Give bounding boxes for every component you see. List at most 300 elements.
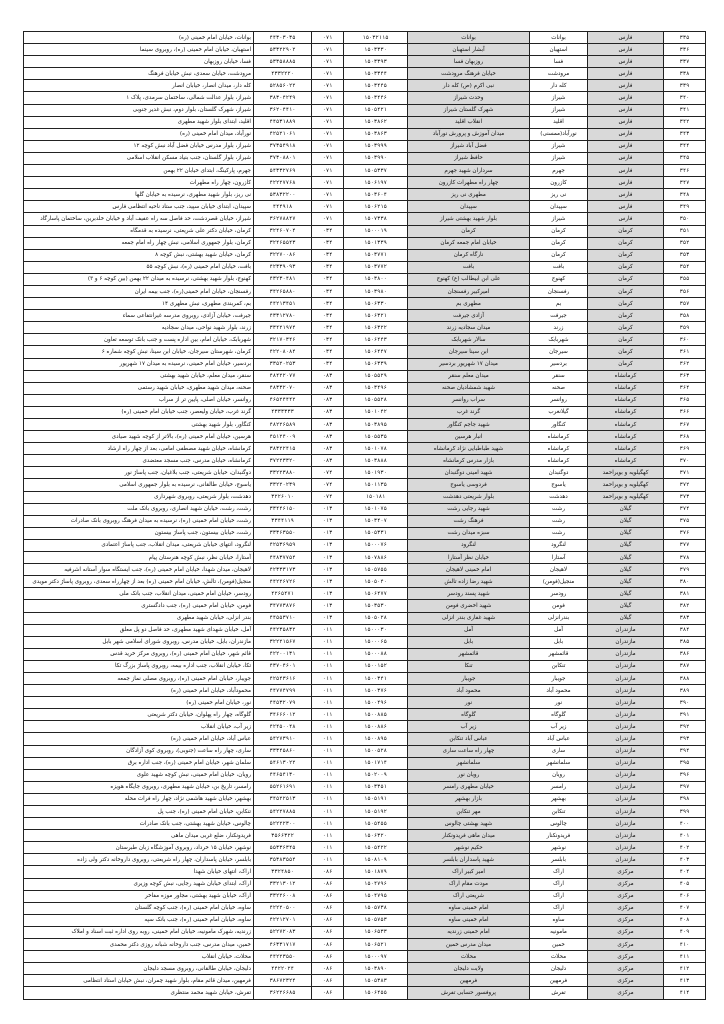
row-number: ۳۸۵ bbox=[664, 636, 706, 648]
area-code-cell: ۰۸۳ bbox=[312, 443, 344, 455]
station-code-cell: ۱۵۰۵۴۲۱ bbox=[344, 104, 408, 116]
station-name-cell: امام خمینی زرندیه bbox=[408, 926, 530, 938]
phone-cell: ۴۲۲۲۰۵۰۰ bbox=[254, 902, 312, 914]
station-name-cell: علی ابن ابیطالب (ع) کهنوج bbox=[408, 273, 530, 285]
address-cell: ساوه، خیابان امام خمینی (ره)، جنب کوچه گلستان bbox=[24, 902, 254, 914]
phone-cell: ۳۳۵۲۰۲۵۳ bbox=[254, 358, 312, 370]
row-number: ۴۰۶ bbox=[664, 890, 706, 902]
station-name-cell: بلوار شهید بهشتی شیراز bbox=[408, 213, 530, 225]
table-row bbox=[24, 830, 706, 842]
province-cell: مازندران bbox=[588, 672, 664, 684]
address-cell: آمل، خیابان شهدای شهید مطهری، حد فاصل دو پل معلق bbox=[24, 624, 254, 636]
area-code-cell: ۰۷۴ bbox=[312, 467, 344, 479]
city-cell: گلوگاه bbox=[530, 709, 588, 721]
phone-cell: ۴۴۸۳۷۷۵۴ bbox=[254, 552, 312, 564]
province-cell: مرکزی bbox=[588, 926, 664, 938]
area-code-cell: ۰۱۳ bbox=[312, 552, 344, 564]
phone-cell: ۴۸۴۲۲۰۷۷ bbox=[254, 370, 312, 382]
station-code-cell: ۱۵۰۲۰۰۹ bbox=[344, 769, 408, 781]
area-code-cell: ۰۱۳ bbox=[312, 600, 344, 612]
city-cell: نوشهر bbox=[530, 842, 588, 854]
address-cell: چالوس، خیابان شهید بهشتی، جنب بانک صادرات bbox=[24, 818, 254, 830]
row-number: ۳۵۸ bbox=[664, 310, 706, 322]
table-row bbox=[24, 431, 706, 443]
station-code-cell: ۱۵۰۳۴۴۶ bbox=[344, 92, 408, 104]
province-cell: گیلان bbox=[588, 552, 664, 564]
row-number: ۳۴۵ bbox=[664, 152, 706, 164]
station-code-cell: ۱۵۰۳۸۹۰ bbox=[344, 963, 408, 975]
area-code-cell: ۰۱۱ bbox=[312, 636, 344, 648]
station-code-cell: ۱۵۰۳۳۴۴ bbox=[344, 68, 408, 80]
province-cell: کرمانشاه bbox=[588, 406, 664, 418]
row-number: ۳۸۲ bbox=[664, 600, 706, 612]
phone-cell: ۴۴۲۱۳۴۵۱ bbox=[254, 298, 312, 310]
area-code-cell: ۰۱۳ bbox=[312, 527, 344, 539]
station-name-cell: شهید پسند رودسر bbox=[408, 588, 530, 600]
province-cell: فارس bbox=[588, 177, 664, 189]
table-row bbox=[24, 310, 706, 322]
table-row bbox=[24, 419, 706, 431]
area-code-cell: ۰۱۱ bbox=[312, 781, 344, 793]
phone-cell: ۴۲۲۰۰۱۳۱ bbox=[254, 648, 312, 660]
station-code-cell: ۱۵۰۵۵۳۵ bbox=[344, 431, 408, 443]
station-code-cell: ۱۵۰۰۳۷۶ bbox=[344, 685, 408, 697]
station-name-cell: میدان ماهی فریدونکنار bbox=[408, 830, 530, 842]
table-row bbox=[24, 213, 706, 225]
city-cell: رودسر bbox=[530, 588, 588, 600]
row-number: ۳۹۱ bbox=[664, 709, 706, 721]
area-code-cell: ۰۷۴ bbox=[312, 491, 344, 503]
address-cell: اراک، خیابان شهید بهشتی، مجاور موزه مفاخر bbox=[24, 890, 254, 902]
province-cell: مرکزی bbox=[588, 878, 664, 890]
province-cell: گیلان bbox=[588, 600, 664, 612]
province-cell: کرمانشاه bbox=[588, 394, 664, 406]
city-cell: رامسر bbox=[530, 781, 588, 793]
station-name-cell: خیابان مطهری رامسر bbox=[408, 781, 530, 793]
station-code-cell: ۱۵۰۳۴۹۶ bbox=[344, 382, 408, 394]
station-code-cell: ۱۵۰۱۳۳۹ bbox=[344, 237, 408, 249]
city-cell: کرمان bbox=[530, 249, 588, 261]
province-cell: کرمانشاه bbox=[588, 431, 664, 443]
phone-cell: ۵۵۲۶۱۶۹۱ bbox=[254, 781, 312, 793]
station-code-cell: ۱۵۰۵۳۳۷ bbox=[344, 165, 408, 177]
phone-cell: ۳۳۲۲۳۸۸۰ bbox=[254, 467, 312, 479]
station-code-cell: ۱۵۰۳۲۱۱۵ bbox=[344, 32, 408, 44]
address-cell: کله دار، میدان انصار، خیابان انصار bbox=[24, 80, 254, 92]
city-cell: تنکابن bbox=[530, 806, 588, 818]
table-row bbox=[24, 576, 706, 588]
province-cell: مازندران bbox=[588, 624, 664, 636]
province-cell: کهگیلویه و بویراحمد bbox=[588, 467, 664, 479]
station-name-cell: آمل bbox=[408, 624, 530, 636]
city-cell: دهدشت bbox=[530, 491, 588, 503]
area-code-cell: ۰۱۱ bbox=[312, 806, 344, 818]
phone-cell: ۳۲۲۷۰۰۸۶ bbox=[254, 249, 312, 261]
province-cell: فارس bbox=[588, 189, 664, 201]
area-code-cell: ۰۷۱ bbox=[312, 44, 344, 56]
area-code-cell: ۰۳۴ bbox=[312, 261, 344, 273]
phone-cell: ۵۴۲۷۳۹۱۰ bbox=[254, 733, 312, 745]
address-cell: بندر انزلی، خیابان شهید مطهری bbox=[24, 612, 254, 624]
address-cell: یاسوج، خیابان طالقانی، نرسیده به بلوار جمهوری اسلامی bbox=[24, 479, 254, 491]
province-cell: گیلان bbox=[588, 564, 664, 576]
station-name-cell: پروفسور حسابی تفرش bbox=[408, 987, 530, 999]
province-cell: فارس bbox=[588, 32, 664, 44]
phone-cell: ۴۳۳۲۲۲۰ bbox=[254, 68, 312, 80]
row-number: ۳۵۱ bbox=[664, 225, 706, 237]
province-cell: مازندران bbox=[588, 818, 664, 830]
phone-cell: ۴۳۳۱۲۷۸۰ bbox=[254, 310, 312, 322]
phone-cell: ۳۸۳۲۲۴۱۵ bbox=[254, 443, 312, 455]
province-cell: کرمانشاه bbox=[588, 370, 664, 382]
area-code-cell: ۰۱۱ bbox=[312, 709, 344, 721]
phone-cell: ۴۴۶۵۴۱۳۰ bbox=[254, 769, 312, 781]
province-cell: مرکزی bbox=[588, 890, 664, 902]
area-code-cell: ۰۷۱ bbox=[312, 80, 344, 92]
table-row bbox=[24, 878, 706, 890]
area-code-cell: ۰۸۳ bbox=[312, 394, 344, 406]
phone-cell: ۴۲۶۵۴۷۱ bbox=[254, 588, 312, 600]
row-number: ۳۹۹ bbox=[664, 806, 706, 818]
station-code-cell: ۱۵۰۳۹۹۰ bbox=[344, 152, 408, 164]
station-code-cell: ۱۵۰۰۸۸۶ bbox=[344, 721, 408, 733]
station-code-cell: ۱۵۰۷۳۳۸ bbox=[344, 213, 408, 225]
station-name-cell: میدان مدرس خمین bbox=[408, 939, 530, 951]
province-cell: فارس bbox=[588, 56, 664, 68]
row-number: ۴۰۵ bbox=[664, 878, 706, 890]
phone-cell: ۳۳۲۱۳۰۱۲ bbox=[254, 878, 312, 890]
station-name-cell: شهید امینی دوگنبدان bbox=[408, 467, 530, 479]
city-cell: کهنوج bbox=[530, 273, 588, 285]
row-number: ۳۵۷ bbox=[664, 298, 706, 310]
station-code-cell: ۱۵۰۵۰۴۰ bbox=[344, 576, 408, 588]
address-cell: جویبار، خیابان امام خمینی (ره)، روبروی مصلی نماز جمعه bbox=[24, 672, 254, 684]
table-row bbox=[24, 914, 706, 926]
row-number: ۳۴۴ bbox=[664, 140, 706, 152]
area-code-cell: ۰۷۱ bbox=[312, 213, 344, 225]
province-cell: فارس bbox=[588, 201, 664, 213]
station-name-cell: حکیم نوشهر bbox=[408, 842, 530, 854]
station-name-cell: مودت مقام اراک bbox=[408, 878, 530, 890]
station-code-cell: ۱۵۰۶۳۲۱ bbox=[344, 310, 408, 322]
station-name-cell: نور bbox=[408, 697, 530, 709]
area-code-cell: ۰۳۴ bbox=[312, 225, 344, 237]
city-cell: آستارا bbox=[530, 552, 588, 564]
city-cell: بوانات bbox=[530, 32, 588, 44]
station-name-cell: سپیدان bbox=[408, 201, 530, 213]
phone-cell: ۴۲۵۲۱۰۶۱ bbox=[254, 128, 312, 140]
row-number: ۳۵۳ bbox=[664, 249, 706, 261]
row-number: ۴۱۴ bbox=[664, 987, 706, 999]
row-number: ۳۳۶ bbox=[664, 44, 706, 56]
phone-cell: ۳۶۲۰۴۴۱۰ bbox=[254, 104, 312, 116]
address-cell: فسا، خیابان روزبهان bbox=[24, 56, 254, 68]
address-cell: زرندیه، شهرک مامونیه، خیابان امام خمینی، روبه روی اداره ثبت اسناد و املاک bbox=[24, 926, 254, 938]
area-code-cell: ۰۷۱ bbox=[312, 177, 344, 189]
city-cell: سنقر bbox=[530, 370, 588, 382]
phone-cell: ۵۲۸۵۶۰۲۲ bbox=[254, 80, 312, 92]
station-name-cell: عباس آباد تنکابن bbox=[408, 733, 530, 745]
station-name-cell: شهید رضا زاده تالش bbox=[408, 576, 530, 588]
phone-cell: ۴۲۲۱۲۷۰۱ bbox=[254, 914, 312, 926]
row-number: ۳۷۳ bbox=[664, 491, 706, 503]
station-name-cell: فرمهین bbox=[408, 975, 530, 987]
station-name-cell: ابن سینا سیرجان bbox=[408, 346, 530, 358]
phone-cell: ۳۴۷۷۳۸۷۶ bbox=[254, 600, 312, 612]
row-number: ۳۸۶ bbox=[664, 648, 706, 660]
city-cell: فرمهین bbox=[530, 975, 588, 987]
phone-cell: ۴۲۳۳۹۰۹۳ bbox=[254, 261, 312, 273]
station-name-cell: امام خمینی لاهیجان bbox=[408, 564, 530, 576]
station-name-cell: وحدت شیراز bbox=[408, 92, 530, 104]
address-cell: شیراز، خیابان قصردشت، حد فاصل سه راه عفیف آباد و خیابان خلدبرین، ساختمان پاسارگاد bbox=[24, 213, 254, 225]
station-code-cell: ۱۵۰۷۸۸۶ bbox=[344, 552, 408, 564]
city-cell: اراک bbox=[530, 902, 588, 914]
station-code-cell: ۱۵۰۰۸۸۵ bbox=[344, 709, 408, 721]
row-number: ۳۵۵ bbox=[664, 273, 706, 285]
address-cell: منجیل(فومن)، تالش، خیابان امام خمینی (ره) بعد از چهارراه سعدی، روبروی پاساژ دکتر مویدی bbox=[24, 576, 254, 588]
station-code-cell: ۱۵۰۵۵۲۹ bbox=[344, 370, 408, 382]
table-row bbox=[24, 140, 706, 152]
area-code-cell: ۰۱۳ bbox=[312, 588, 344, 600]
phone-cell: ۴۲۵۴۳۶۱۶ bbox=[254, 672, 312, 684]
phone-cell: ۳۲۲۲۱۵۶۷ bbox=[254, 636, 312, 648]
city-cell: بهشهر bbox=[530, 793, 588, 805]
station-code-cell: ۱۵۰۶۴۴۷ bbox=[344, 346, 408, 358]
address-cell: مرودشت، خیابان سعدی، نبش خیابان فرهنگ bbox=[24, 68, 254, 80]
row-number: ۳۸۳ bbox=[664, 612, 706, 624]
city-cell: رشت bbox=[530, 515, 588, 527]
row-number: ۳۷۹ bbox=[664, 564, 706, 576]
phone-cell: ۳۷۳۵۴۹۱۸ bbox=[254, 140, 312, 152]
table-row bbox=[24, 866, 706, 878]
station-code-cell: ۱۵۰۰۱۵۲ bbox=[344, 660, 408, 672]
area-code-cell: ۰۸۳ bbox=[312, 431, 344, 443]
city-cell: تفرش bbox=[530, 987, 588, 999]
row-number: ۳۹۴ bbox=[664, 745, 706, 757]
row-number: ۳۳۹ bbox=[664, 80, 706, 92]
table-row bbox=[24, 92, 706, 104]
phone-cell: ۵۲۲۷۲۰۸۳ bbox=[254, 926, 312, 938]
table-row bbox=[24, 44, 706, 56]
station-code-cell: ۱۵۰۳۳۹۳ bbox=[344, 56, 408, 68]
city-cell: اراک bbox=[530, 866, 588, 878]
city-cell: کرمان bbox=[530, 237, 588, 249]
station-name-cell: سلمانشهر bbox=[408, 757, 530, 769]
province-cell: مازندران bbox=[588, 757, 664, 769]
phone-cell: ۳۶۲۷۸۸۴۷ bbox=[254, 213, 312, 225]
address-cell: خمین، میدان مدرس، جنب داروخانه شبانه روزی دکتر محمدی bbox=[24, 939, 254, 951]
row-number: ۳۶۵ bbox=[664, 394, 706, 406]
city-cell: سیرجان bbox=[530, 346, 588, 358]
row-number: ۴۰۲ bbox=[664, 842, 706, 854]
area-code-cell: ۰۱۱ bbox=[312, 818, 344, 830]
city-cell: دلیجان bbox=[530, 963, 588, 975]
address-cell: کرمانشاه، خیابان مدرس، جنب مسجد معتضدی bbox=[24, 455, 254, 467]
province-cell: فارس bbox=[588, 140, 664, 152]
province-cell: کرمانشاه bbox=[588, 382, 664, 394]
address-cell: نورآباد، میدان امام خمینی (ره) bbox=[24, 128, 254, 140]
address-cell: سپیدان، ابتدای خیابان سپید، جنب ستاد ناحیه انتظامی فارس bbox=[24, 201, 254, 213]
area-code-cell: ۰۱۱ bbox=[312, 830, 344, 842]
area-code-cell: ۰۱۱ bbox=[312, 672, 344, 684]
row-number: ۳۴۷ bbox=[664, 177, 706, 189]
area-code-cell: ۰۸۶ bbox=[312, 866, 344, 878]
city-cell: آمل bbox=[530, 624, 588, 636]
station-code-cell: ۱۵۰۰۰۷۶ bbox=[344, 539, 408, 551]
row-number: ۳۶۰ bbox=[664, 334, 706, 346]
phone-cell: ۳۳۴۴۶۱۵۰ bbox=[254, 503, 312, 515]
address-cell: کرمان، شهرستان سیرجان، خیابان ابن سینا، نبش کوچه شماره ۶ bbox=[24, 346, 254, 358]
city-cell: زرند bbox=[530, 322, 588, 334]
table-row bbox=[24, 334, 706, 346]
station-code-cell: ۱۵۰۵۴۲۲ bbox=[344, 842, 408, 854]
table-row bbox=[24, 467, 706, 479]
city-cell: لاهیجان bbox=[530, 564, 588, 576]
row-number: ۴۰۸ bbox=[664, 914, 706, 926]
area-code-cell: ۰۸۶ bbox=[312, 878, 344, 890]
city-cell: اراک bbox=[530, 890, 588, 902]
area-code-cell: ۰۳۴ bbox=[312, 237, 344, 249]
station-name-cell: شهید شمشادیان صحنه bbox=[408, 382, 530, 394]
province-cell: گیلان bbox=[588, 576, 664, 588]
area-code-cell: ۰۳۴ bbox=[312, 310, 344, 322]
station-name-cell: رویان نور bbox=[408, 769, 530, 781]
station-name-cell: میدان آموزش و پرورش نورآباد bbox=[408, 128, 530, 140]
directory-table bbox=[23, 31, 706, 1000]
city-cell: عباس آباد bbox=[530, 733, 588, 745]
table-row bbox=[24, 406, 706, 418]
table-row bbox=[24, 189, 706, 201]
address-cell: شهربابک، خیابان امام، بین اداره پست و جنب بانک توسعه تعاون bbox=[24, 334, 254, 346]
address-cell: رفسنجان، خیابان امام خمینی(ره)، جنب بیمه ایران bbox=[24, 285, 254, 297]
phone-cell: ۵۳۳۲۲۹۰۲ bbox=[254, 44, 312, 56]
province-cell: فارس bbox=[588, 92, 664, 104]
address-cell: جیرفت، خیابان آزادی، روبروی مدرسه غیرانتفاعی سماء bbox=[24, 310, 254, 322]
phone-cell: ۳۳۴۴۱۱۹ bbox=[254, 515, 312, 527]
city-cell: بردسیر bbox=[530, 358, 588, 370]
area-code-cell: ۰۸۳ bbox=[312, 382, 344, 394]
station-code-cell: ۱۵۰۵۷۵۵ bbox=[344, 564, 408, 576]
station-code-cell: ۱۵۰۶۱۹۷ bbox=[344, 177, 408, 189]
row-number: ۳۹۳ bbox=[664, 733, 706, 745]
city-cell: استهبان bbox=[530, 44, 588, 56]
phone-cell: ۴۲۳۳۳۱۷۳ bbox=[254, 564, 312, 576]
province-cell: مازندران bbox=[588, 793, 664, 805]
area-code-cell: ۰۸۶ bbox=[312, 975, 344, 987]
province-cell: کرمان bbox=[588, 334, 664, 346]
phone-cell: ۴۴۵۳۲۰۷۹ bbox=[254, 697, 312, 709]
station-name-cell: نارگاه کرمان bbox=[408, 249, 530, 261]
area-code-cell: ۰۷۱ bbox=[312, 32, 344, 44]
table-row bbox=[24, 249, 706, 261]
province-cell: کرمان bbox=[588, 322, 664, 334]
table-row bbox=[24, 781, 706, 793]
city-cell: بم bbox=[530, 298, 588, 310]
city-cell: لنگرود bbox=[530, 539, 588, 551]
phone-cell: ۴۴۵۵۳۷۱۰ bbox=[254, 612, 312, 624]
province-cell: کرمان bbox=[588, 358, 664, 370]
table-row bbox=[24, 273, 706, 285]
phone-cell: ۵۲۲۲۲۳۰۰ bbox=[254, 818, 312, 830]
station-name-cell: قائمشهر bbox=[408, 648, 530, 660]
phone-cell: ۳۸۶۷۲۳۲۴ bbox=[254, 975, 312, 987]
address-cell: بهشهر، خیابان شهید هاشمی نژاد، چهار راه فرات محله bbox=[24, 793, 254, 805]
station-name-cell: گلوگاه bbox=[408, 709, 530, 721]
table-row bbox=[24, 370, 706, 382]
table-row bbox=[24, 443, 706, 455]
province-cell: مازندران bbox=[588, 648, 664, 660]
table-row bbox=[24, 201, 706, 213]
province-cell: فارس bbox=[588, 213, 664, 225]
table-row bbox=[24, 612, 706, 624]
station-name-cell: چهار راه ساعت ساری bbox=[408, 745, 530, 757]
city-cell: نی ریز bbox=[530, 189, 588, 201]
station-code-cell: ۱۵۰۳۵۳۰ bbox=[344, 600, 408, 612]
province-cell: کرمان bbox=[588, 298, 664, 310]
province-cell: مازندران bbox=[588, 660, 664, 672]
station-name-cell: حافظ شیراز bbox=[408, 152, 530, 164]
area-code-cell: ۰۱۱ bbox=[312, 624, 344, 636]
station-code-cell: ۱۵۰۴۷۹۶ bbox=[344, 878, 408, 890]
table-row bbox=[24, 745, 706, 757]
city-cell: کله دار bbox=[530, 80, 588, 92]
city-cell: چالوس bbox=[530, 818, 588, 830]
province-cell: فارس bbox=[588, 116, 664, 128]
address-cell: محلات، خیابان انقلاب bbox=[24, 951, 254, 963]
area-code-cell: ۰۳۴ bbox=[312, 298, 344, 310]
province-cell: گیلان bbox=[588, 588, 664, 600]
phone-cell: ۴۴۷۷۴۷۹۹ bbox=[254, 685, 312, 697]
station-code-cell: ۱۵۰۶۴۷۷ bbox=[344, 588, 408, 600]
station-name-cell: انقلاب اقلید bbox=[408, 116, 530, 128]
row-number: ۳۵۶ bbox=[664, 285, 706, 297]
phone-cell: ۳۳۴۲۱۹۷۴ bbox=[254, 322, 312, 334]
table-row bbox=[24, 806, 706, 818]
address-cell: نور، خیابان امام خمینی (ره) bbox=[24, 697, 254, 709]
area-code-cell: ۰۳۴ bbox=[312, 358, 344, 370]
province-cell: مازندران bbox=[588, 830, 664, 842]
table-row bbox=[24, 68, 706, 80]
station-code-cell: ۱۵۰۱۰۷۸ bbox=[344, 443, 408, 455]
row-number: ۴۰۴ bbox=[664, 866, 706, 878]
station-name-cell: انبار هرسین bbox=[408, 431, 530, 443]
area-code-cell: ۰۳۴ bbox=[312, 285, 344, 297]
city-cell: بابلسر bbox=[530, 854, 588, 866]
area-code-cell: ۰۸۶ bbox=[312, 926, 344, 938]
table-row bbox=[24, 491, 706, 503]
row-number: ۳۸۴ bbox=[664, 624, 706, 636]
address-cell: تفرش، خیابان شهید محمد منتظری bbox=[24, 987, 254, 999]
station-code-cell: ۱۵۰۰۰۱۹ bbox=[344, 225, 408, 237]
address-cell: فومن، خیابان امام خمینی (ره)، جنب دادگستری bbox=[24, 600, 254, 612]
row-number: ۳۵۰ bbox=[664, 213, 706, 225]
city-cell: منجیل(فومن) bbox=[530, 576, 588, 588]
address-cell: اراک، ابتدای خیابان شهید رجایی، نبش کوچه وزیری bbox=[24, 878, 254, 890]
address-cell: استهبان، خیابان امام خمینی (ره)، روبروی سینما bbox=[24, 44, 254, 56]
city-cell: جویبار bbox=[530, 672, 588, 684]
address-cell: کرمانشاه، خیابان شهید مصطفی امامی، بعد از چهار راه ارشاد bbox=[24, 443, 254, 455]
area-code-cell: ۰۳۴ bbox=[312, 273, 344, 285]
station-name-cell: فردوسی یاسوج bbox=[408, 479, 530, 491]
row-number: ۳۷۱ bbox=[664, 467, 706, 479]
station-code-cell: ۱۵۰۶۲۱۵ bbox=[344, 201, 408, 213]
area-code-cell: ۰۷۱ bbox=[312, 140, 344, 152]
row-number: ۳۹۵ bbox=[664, 757, 706, 769]
city-cell: فومن bbox=[530, 600, 588, 612]
phone-directory-sheet bbox=[23, 31, 705, 1000]
phone-cell: ۳۵۳۸۳۵۵۴ bbox=[254, 854, 312, 866]
